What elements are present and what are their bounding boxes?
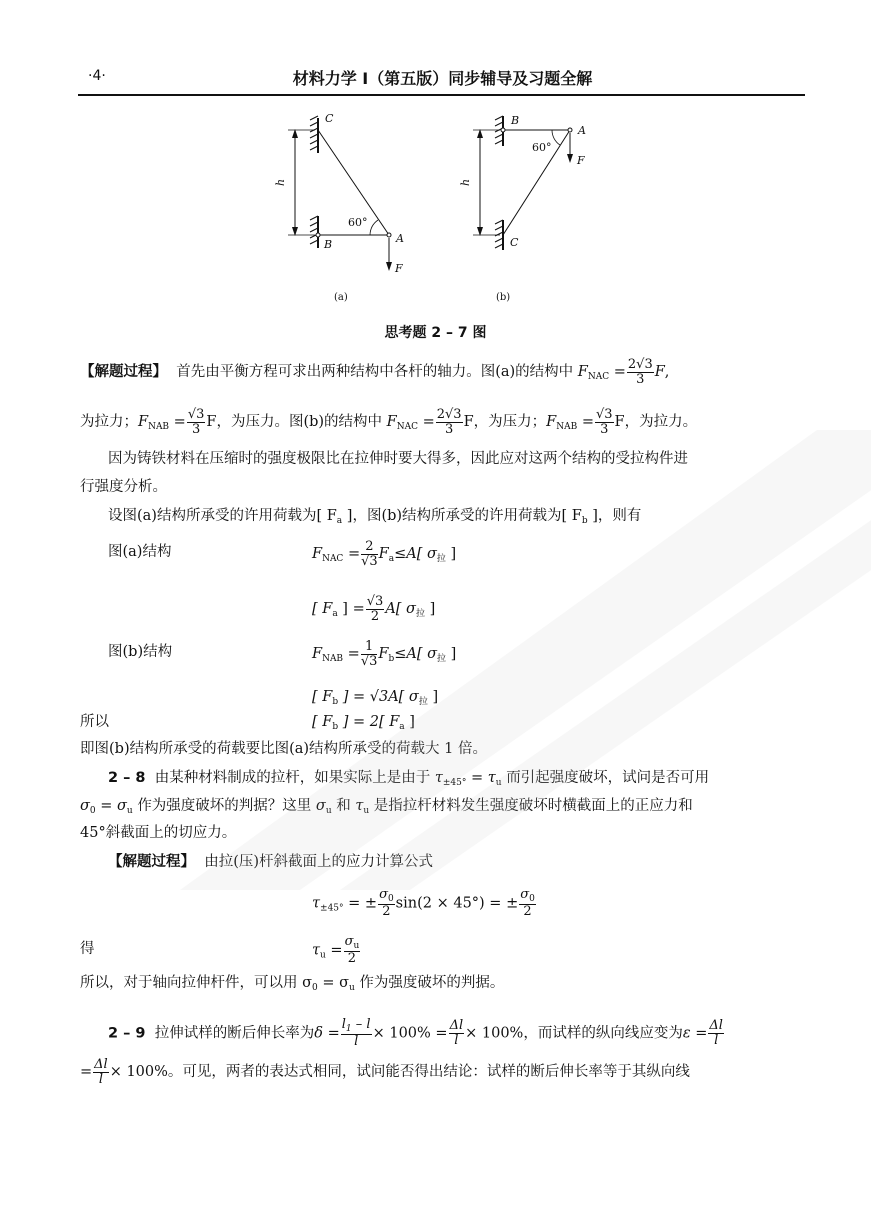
- s28-sig0: σ: [379, 887, 388, 902]
- eq-a1-f: F: [312, 546, 323, 563]
- s28-frac1: [378, 888, 395, 919]
- eq-b2-close: ]: [427, 689, 439, 705]
- s28-frac1-num: [378, 888, 395, 905]
- p1-fnac-sub: NAC: [587, 372, 610, 383]
- s28-so3: 作为强度破坏的判据。: [359, 975, 505, 991]
- s28-so-zero: 0: [312, 983, 318, 993]
- eq-b1-f: F: [312, 646, 323, 663]
- p2-num2: 2√3: [436, 407, 462, 422]
- figure-a: [274, 112, 404, 303]
- eq-b1-eq: =: [347, 646, 360, 663]
- q28-l2c: 是指拉杆材料发生强度破坏时横截面上的正应力和: [373, 798, 693, 814]
- eq-b1: [312, 640, 456, 668]
- eq-a2-la: 拉: [415, 609, 425, 620]
- q28-l1b: 而引起强度破坏，试问是否可用: [506, 770, 710, 786]
- q29-delta: δ =: [314, 1025, 340, 1042]
- eq-so: [312, 715, 415, 732]
- q28-su: σ: [315, 798, 326, 814]
- q29-pct: × 100% =: [372, 1025, 448, 1042]
- q29-frac1: [341, 1018, 372, 1049]
- p4-a: 设图(a)结构所承受的许用荷载为[ F: [108, 508, 337, 524]
- book-title: 材料力学 I（第五版）同步辅导及习题全解: [292, 69, 593, 88]
- s28-two3: 2: [347, 951, 357, 967]
- eq-a2-sub: a: [332, 609, 338, 620]
- eq-a2-frac: [366, 595, 385, 623]
- q29-dl4: Δl: [94, 1057, 108, 1072]
- eq-a2-rhs: A[ σ: [385, 601, 416, 618]
- s28-tu: τ: [312, 942, 321, 959]
- p1-text: 首先由平衡方程可求出两种结构中各杆的轴力。图(a)的结构中: [176, 364, 574, 381]
- page-header: [80, 66, 805, 92]
- eq-b1-den: √3: [360, 653, 378, 669]
- p2-frac1: [187, 408, 206, 436]
- p3-line1: 因为铸铁材料在压缩时的强度极限比在拉伸时要大得多，因此应对这两个结构的受拉构件进: [108, 451, 688, 467]
- p2-t4: F，为拉力。: [614, 414, 698, 431]
- b-height: h: [459, 178, 472, 186]
- solution-label: 【解题过程】: [80, 364, 167, 381]
- p1-fnac: F: [577, 364, 588, 381]
- q28-num: 2 – 8: [108, 770, 146, 786]
- p2-eq3: =: [581, 414, 594, 431]
- p4-end: ]，则有: [587, 508, 642, 524]
- eq-a1-sub: NAC: [322, 554, 344, 565]
- b-caption: (b): [496, 292, 511, 303]
- p1: [80, 358, 669, 386]
- q28-line2: [80, 799, 693, 816]
- eq-so-sub-a: a: [399, 722, 405, 732]
- p2-den3: 3: [600, 421, 609, 437]
- eq-b1-frac: [361, 640, 378, 668]
- p2-t2: F，为压力。图(b)的结构中: [206, 414, 383, 431]
- s28-zero: 0: [387, 894, 394, 904]
- p4-sub-a: a: [336, 516, 343, 526]
- s28-frac3-num: [344, 935, 361, 952]
- q28-tu: τ: [355, 798, 364, 814]
- p2-num1: √3: [187, 407, 205, 422]
- q29-pct2: × 100%，而试样的纵向线应变为: [465, 1025, 683, 1042]
- s28-sin: sin(2 × 45°) = ±: [395, 895, 519, 912]
- p2-eq2: =: [422, 414, 435, 431]
- p1-num: 2√3: [627, 357, 653, 372]
- q29-l1sub: 1: [345, 1024, 352, 1034]
- eq-b-label: 图(b)结构: [108, 644, 173, 660]
- s28-zerob: 0: [529, 894, 535, 904]
- p4-sub-b: b: [581, 516, 588, 526]
- s28-eq1: [312, 888, 537, 919]
- q29-l2b: × 100%。可见，两者的表达式相同，试问能否得出结论：试样的断后伸长率等于其纵向线: [109, 1064, 690, 1081]
- q28-line3: 45°斜截面上的切应力。: [80, 825, 237, 841]
- q28-u2: u: [126, 806, 133, 816]
- s28-so-u: u: [349, 983, 355, 993]
- q28-tau: τ: [434, 770, 443, 786]
- eq-so-mid: ] = 2[ F: [338, 714, 400, 730]
- eq-a1-sub-a: a: [388, 554, 395, 565]
- q29-frac3: [708, 1019, 724, 1047]
- s28-su: σ: [344, 934, 354, 949]
- a-label-c: C: [325, 112, 334, 125]
- p2-den2: 3: [445, 421, 454, 437]
- s28-label: 【解题过程】: [108, 854, 195, 870]
- page-number: ·4·: [88, 68, 106, 84]
- p2-frac3: [595, 408, 614, 436]
- q29-dl3: Δl: [709, 1018, 723, 1034]
- q28-line1: [108, 771, 709, 788]
- eq-b1-rhs: ≤A[ σ: [394, 646, 438, 663]
- eq-b1-sub: NAB: [322, 654, 344, 665]
- eq-b2-lhs: [ F: [312, 689, 333, 705]
- eq-a2-lhs: [ F: [312, 601, 333, 618]
- s28-tueq: =: [325, 942, 343, 959]
- q29-l-den3: l: [714, 1033, 719, 1049]
- b-label-a: A: [578, 124, 586, 137]
- eq-a1-eq: =: [347, 546, 361, 563]
- q29-eps: ε =: [682, 1025, 708, 1042]
- p5: 即图(b)结构所承受的荷载要比图(a)结构所承受的荷载大 1 倍。: [80, 741, 487, 757]
- p2-fnab: F: [138, 414, 149, 431]
- eq-so-close: ]: [404, 714, 415, 730]
- a-label-b: B: [324, 238, 333, 251]
- q28-u4: u: [363, 806, 370, 816]
- p3-line2: 行强度分析。: [80, 479, 167, 495]
- eq-a2-close2: ]: [424, 601, 436, 618]
- q29-l2a: =: [80, 1064, 93, 1081]
- p1-eq: =: [613, 364, 626, 381]
- q29-l-den: l: [354, 1034, 359, 1050]
- p2-t3: F，为压力；: [463, 414, 547, 431]
- s28-eq2: [312, 935, 361, 966]
- s28-so: [80, 976, 504, 993]
- s28-frac2: [519, 888, 536, 919]
- a-label-a: A: [396, 232, 404, 245]
- eq-a1-la: 拉: [436, 554, 446, 565]
- q29-t1: 拉伸试样的断后伸长率为: [154, 1025, 315, 1042]
- b-label-c: C: [510, 236, 519, 249]
- eq-b2-rhs: ] = √3A[ σ: [338, 689, 419, 705]
- eq-a2: [312, 595, 435, 623]
- s28-tau: τ: [312, 895, 321, 912]
- q28-l1a: 由某种材料制成的拉杆，如果实际上是由于: [154, 770, 431, 786]
- s28-sub45: ±45°: [320, 903, 344, 914]
- q29-line1: [108, 1018, 725, 1049]
- p4-mid: ]，图(b)结构所承受的许用荷载为[ F: [342, 508, 582, 524]
- eq-a1-num: 2: [361, 540, 378, 555]
- s28-de: 得: [80, 941, 95, 957]
- s28-line1: [108, 855, 433, 870]
- eq-a-label: 图(a)结构: [108, 544, 172, 560]
- eq-so-lhs: [ F: [312, 714, 333, 730]
- q29-frac1-num: [341, 1018, 372, 1035]
- eq-a1-close: ]: [445, 546, 457, 563]
- figure-caption: 思考题 2 – 7 图: [384, 325, 487, 341]
- q29-line2: [80, 1058, 690, 1086]
- so-label: 所以: [80, 714, 109, 730]
- s28-so2: = σ: [317, 975, 350, 991]
- q29-frac2: [449, 1019, 465, 1047]
- eq-a2-eq: =: [352, 601, 365, 618]
- s28-eqmid: = ±: [343, 895, 378, 912]
- q28-eq: = σ: [95, 798, 127, 814]
- eq-b2: [312, 690, 438, 707]
- watermark: [180, 430, 871, 890]
- q29-minus-l: – l: [351, 1017, 371, 1032]
- s28-text: 由拉(压)杆斜截面上的应力计算公式: [204, 854, 434, 870]
- q29-frac4: [93, 1058, 109, 1086]
- figure-2-7: [270, 108, 600, 308]
- s28-twob: 2: [523, 904, 532, 920]
- s28-frac2-num: [519, 888, 536, 905]
- q29-l-den2: l: [454, 1033, 459, 1049]
- p2-fnab-sub2: NAB: [556, 422, 578, 433]
- eq-b1-close: ]: [446, 646, 457, 663]
- eq-b1-num: 1: [361, 640, 378, 655]
- s28-sig0b: σ: [520, 887, 530, 902]
- p2-frac2: [436, 408, 463, 436]
- p2-den1: 3: [191, 421, 201, 437]
- p1-den: 3: [636, 371, 645, 387]
- eq-a2-den: 2: [370, 608, 380, 624]
- a-height: h: [274, 178, 287, 186]
- p2-fnac: F: [386, 414, 397, 431]
- a-force: F: [395, 262, 403, 275]
- eq-b1-fb: F: [378, 646, 389, 663]
- a-caption: (a): [334, 292, 348, 303]
- eq-b2-la: 拉: [418, 697, 428, 707]
- p1-f: F: [654, 364, 665, 381]
- q28-l2b: 作为强度破坏的判据？这里: [137, 798, 312, 814]
- q29-dl: Δl: [449, 1018, 464, 1034]
- q28-eqtu: = τ: [466, 770, 496, 786]
- header-rule: [78, 94, 805, 96]
- eq-so-sub-b: b: [332, 722, 339, 732]
- p2-eq: =: [173, 414, 186, 431]
- eq-b2-sub: b: [332, 697, 339, 707]
- a-angle: 60°: [348, 216, 368, 229]
- eq-a2-close: ]: [337, 601, 348, 618]
- p2-fnab2: F: [546, 414, 557, 431]
- s28-two: 2: [382, 904, 391, 920]
- p2-num3: √3: [595, 407, 613, 422]
- q28-u3: u: [325, 806, 332, 816]
- eq-a1-fa: F: [378, 546, 389, 563]
- figure-b: [459, 114, 586, 303]
- p4: [108, 509, 641, 526]
- q29-num: 2 – 9: [108, 1025, 146, 1042]
- p2-t1: 为拉力；: [80, 414, 138, 431]
- q28-zero: 0: [89, 806, 96, 816]
- q28-and: 和: [336, 798, 351, 814]
- p2: [80, 408, 697, 436]
- p1-frac: [627, 358, 654, 386]
- b-angle: 60°: [532, 141, 552, 154]
- eq-a2-num: √3: [366, 594, 384, 609]
- q28-u: u: [495, 778, 502, 788]
- eq-b1-la: 拉: [437, 654, 447, 665]
- eq-a1-rhs: ≤A[ σ: [394, 546, 437, 563]
- b-label-b: B: [511, 114, 520, 127]
- eq-b1-sub-b: b: [388, 654, 395, 665]
- q29-l1: l: [341, 1017, 346, 1032]
- q28-s0: σ: [80, 798, 90, 814]
- q28-sub45: ±45°: [442, 778, 467, 788]
- q29-l-den4: l: [98, 1071, 104, 1087]
- s28-u: u: [320, 950, 326, 961]
- eq-a1-den: √3: [361, 553, 378, 569]
- s28-frac3: [344, 935, 361, 966]
- p1-comma: ,: [664, 364, 670, 381]
- b-force: F: [577, 154, 585, 167]
- s28-u2: u: [353, 941, 360, 951]
- eq-a1-frac: [361, 540, 378, 568]
- eq-a1: [312, 540, 456, 568]
- p2-fnac-sub: NAC: [396, 422, 418, 433]
- s28-so1: 所以，对于轴向拉伸杆件，可以用 σ: [80, 975, 313, 991]
- p2-fnab-sub: NAB: [148, 422, 170, 433]
